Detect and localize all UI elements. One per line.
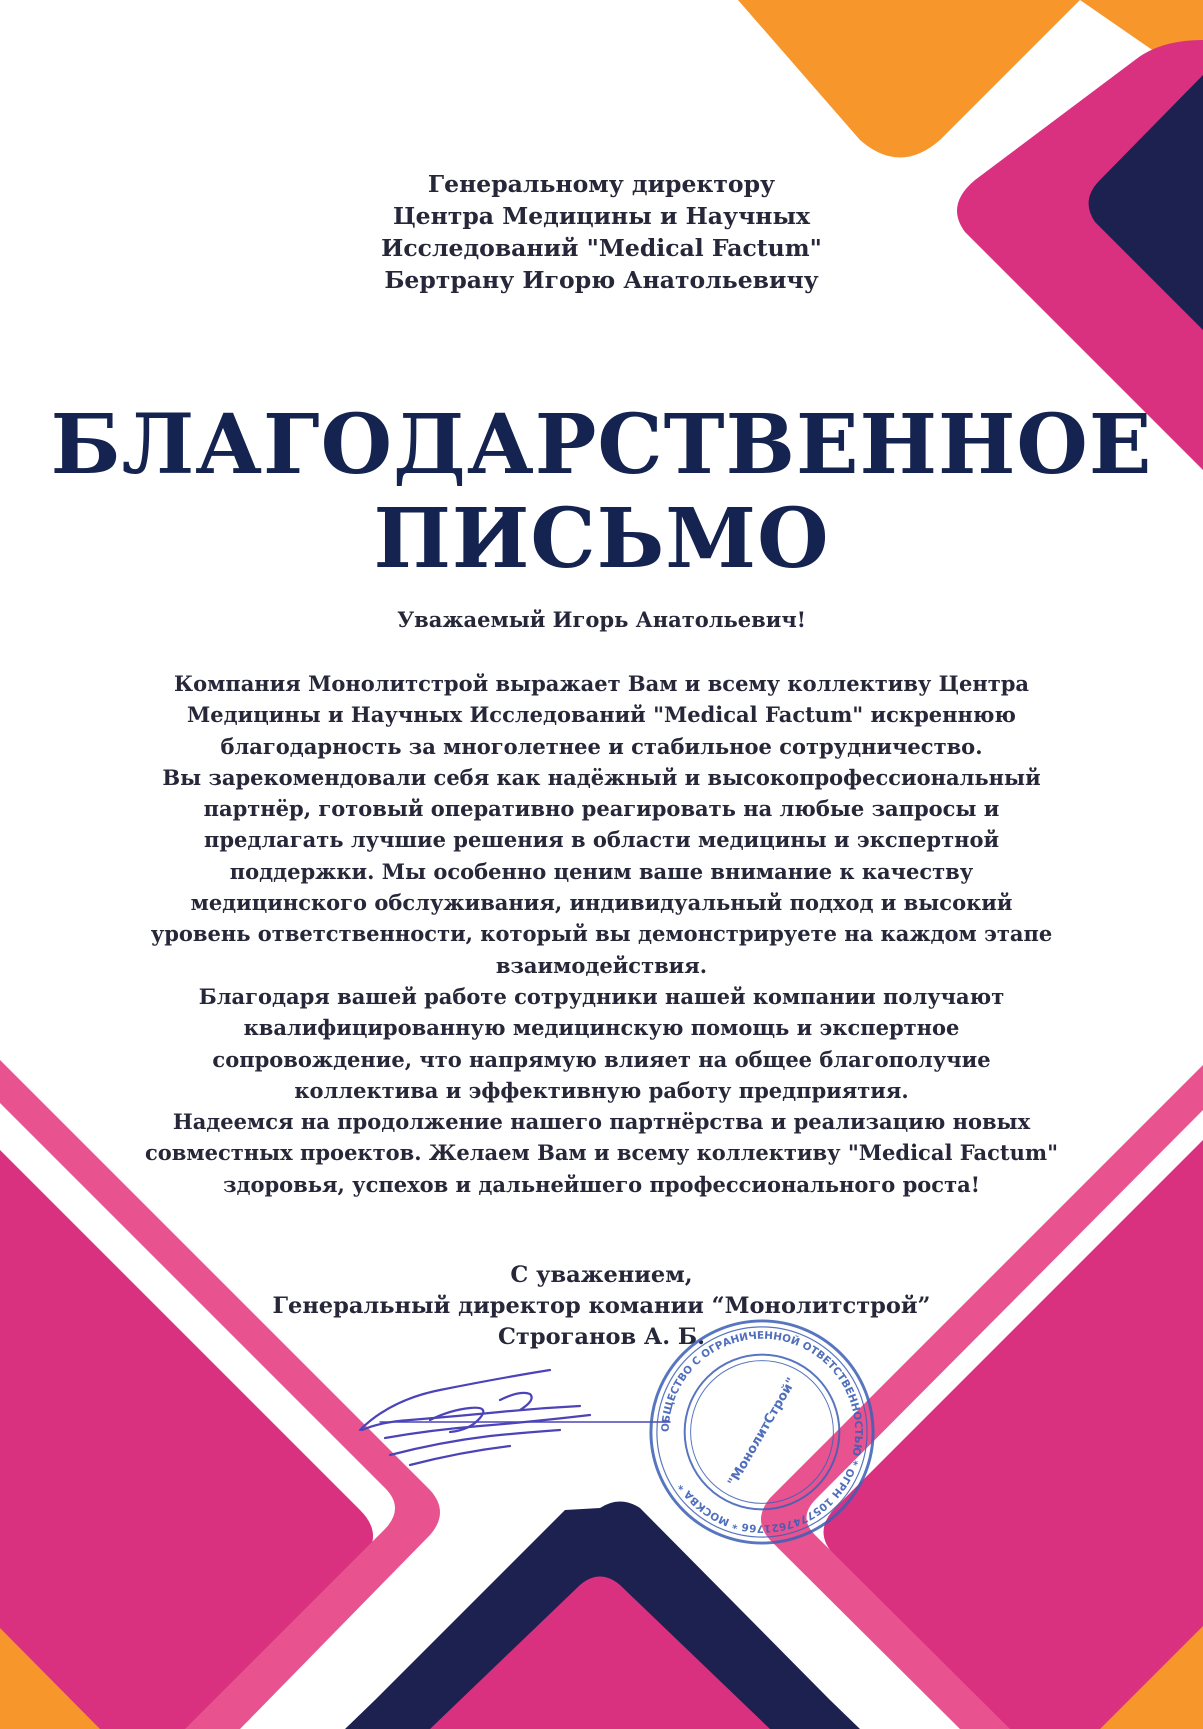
- signoff-regards: С уважением,: [510, 1262, 693, 1288]
- title-line-2: ПИСЬМО: [373, 491, 830, 587]
- body-line: предлагать лучшие решения в области медицины и экспертной: [203, 827, 1000, 853]
- body-line: уровень ответственности, который вы демонстрируете на каждом этапе: [150, 921, 1053, 947]
- body-line: квалифицированную медицинскую помощь и экспертное: [243, 1015, 960, 1041]
- body-line: взаимодействия.: [495, 952, 708, 978]
- addressee-line: Бертрану Игорю Анатольевичу: [384, 266, 819, 294]
- addressee-line: Центра Медицины и Научных: [392, 202, 811, 230]
- signoff-name: Строганов А. Б.: [498, 1324, 705, 1350]
- orange-diamond-top-right: [738, 0, 1080, 158]
- body-line: поддержки. Мы особенно ценим ваше внимание к качеству: [229, 858, 974, 884]
- signoff-block: [0, 1260, 1203, 1353]
- signoff-position: Генеральный директор комании “Монолитстрой”: [272, 1293, 931, 1319]
- stamp-center-text: "МонолитСтрой": [725, 1375, 800, 1490]
- body-line: здоровья, успехов и дальнейшего профессионального роста!: [223, 1171, 980, 1197]
- body-line: сопровождение, что напрямую влияет на общее благополучие: [212, 1046, 991, 1072]
- letter-title: [0, 398, 1203, 586]
- addressee-line: Генеральному директору: [427, 170, 776, 198]
- body-line: Медицины и Научных Исследований "Medical Factum" искреннюю: [187, 702, 1016, 728]
- body-line: медицинского обслуживания, индивидуальный подход и высокий: [190, 890, 1013, 916]
- body-line: Компания Монолитстрой выражает Вам и всему коллективу Центра: [173, 671, 1030, 696]
- greeting: Уважаемый Игорь Анатольевич!: [397, 607, 806, 632]
- letter-body: [0, 668, 1203, 1200]
- handwritten-signature: [350, 1360, 680, 1480]
- body-line: совместных проектов. Желаем Вам и всему коллективу "Medical Factum": [144, 1140, 1059, 1166]
- title-line-1: БЛАГОДАРСТВЕННОЕ: [50, 397, 1153, 493]
- addressee-block: [0, 168, 1203, 296]
- company-stamp: [643, 1313, 881, 1551]
- body-line: коллектива и эффективную работу предприятия.: [294, 1077, 909, 1103]
- addressee-line: Исследований "Medical Factum": [381, 234, 822, 262]
- body-line: Благодаря вашей работе сотрудники нашей компании получают: [198, 983, 1005, 1009]
- body-line: Вы зарекомендовали себя как надёжный и высокопрофессиональный: [162, 764, 1041, 790]
- body-line: партнёр, готовый оперативно реагировать на любые запросы и: [203, 796, 1000, 822]
- body-line: благодарность за многолетнее и стабильное сотрудничество.: [220, 733, 983, 759]
- body-line: Надеемся на продолжение нашего партнёрства и реализацию новых: [172, 1109, 1031, 1135]
- stamp-outer-text: ОБЩЕСТВО С ОГРАНИЧЕННОЙ ОТВЕТСТВЕННОСТЬЮ * ОГРН 1057747621766 * МОСКВА *: [659, 1329, 865, 1535]
